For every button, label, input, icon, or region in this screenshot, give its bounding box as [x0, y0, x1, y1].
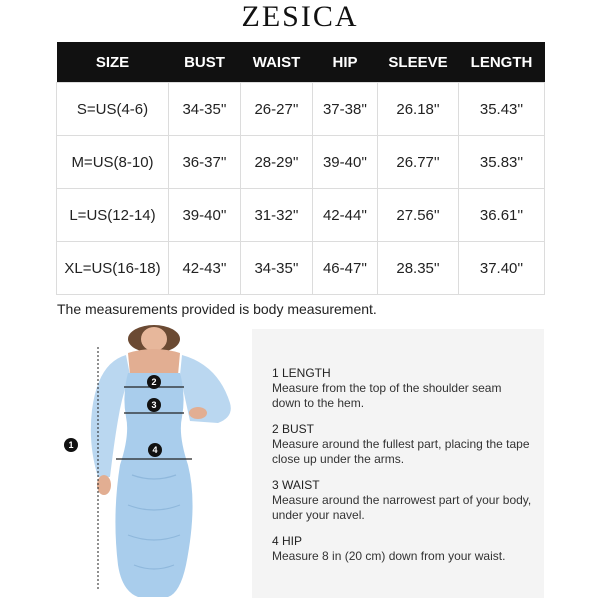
dress-illustration: [58, 325, 248, 600]
guide-title: 3 WAIST: [272, 478, 320, 492]
measurement-guide: [272, 366, 532, 575]
cell-bust: 39-40'': [169, 189, 241, 242]
left-hand: [97, 475, 111, 495]
cell-sleeve: 28.35'': [378, 242, 459, 295]
header-bust: BUST: [169, 42, 241, 83]
cell-length: 35.43'': [459, 83, 545, 136]
cell-sleeve: 26.77'': [378, 136, 459, 189]
marker-length-icon: [64, 438, 78, 452]
cell-sleeve: 26.18'': [378, 83, 459, 136]
table-row: [57, 189, 545, 242]
marker-waist-icon: [147, 398, 161, 412]
guide-item-waist: [272, 478, 532, 523]
cell-size: M=US(8-10): [57, 136, 169, 189]
marker-hip-icon: [148, 443, 162, 457]
guide-item-bust: [272, 422, 532, 467]
guide-title: 4 HIP: [272, 534, 303, 548]
cell-sleeve: 27.56'': [378, 189, 459, 242]
guide-title: 1 LENGTH: [272, 366, 331, 380]
cell-size: L=US(12-14): [57, 189, 169, 242]
guide-text: Measure from the top of the shoulder seam down to the hem.: [272, 381, 502, 410]
cell-hip: 46-47'': [313, 242, 378, 295]
cell-length: 37.40'': [459, 242, 545, 295]
measurement-note: The measurements provided is body measurement.: [57, 301, 377, 317]
header-length: LENGTH: [459, 42, 545, 83]
cell-length: 36.61'': [459, 189, 545, 242]
size-chart-table: [56, 42, 545, 295]
guide-text: Measure 8 in (20 cm) down from your waist.: [272, 549, 506, 563]
face-shape: [141, 327, 167, 351]
cell-bust: 36-37'': [169, 136, 241, 189]
chest-shape: [128, 349, 180, 375]
table-row: [57, 136, 545, 189]
table-row: [57, 242, 545, 295]
svg-text:3: 3: [151, 400, 157, 410]
header-size: SIZE: [57, 42, 169, 83]
guide-title: 2 BUST: [272, 422, 315, 436]
guide-item-hip: [272, 534, 532, 564]
cell-hip: 37-38'': [313, 83, 378, 136]
table-header-row: [57, 42, 545, 83]
cell-hip: 42-44'': [313, 189, 378, 242]
table-row: [57, 83, 545, 136]
cell-size: S=US(4-6): [57, 83, 169, 136]
svg-text:4: 4: [152, 445, 158, 455]
cell-waist: 31-32'': [241, 189, 313, 242]
cell-length: 35.83'': [459, 136, 545, 189]
header-sleeve: SLEEVE: [378, 42, 459, 83]
header-waist: WAIST: [241, 42, 313, 83]
guide-text: Measure around the fullest part, placing the tape close up under the arms.: [272, 437, 530, 466]
cell-waist: 26-27'': [241, 83, 313, 136]
marker-bust-icon: [147, 375, 161, 389]
cell-waist: 28-29'': [241, 136, 313, 189]
brand-logo: ZESICA: [241, 0, 359, 33]
model-figure: [58, 325, 248, 600]
guide-item-length: [272, 366, 532, 411]
right-hand: [189, 407, 207, 419]
cell-size: XL=US(16-18): [57, 242, 169, 295]
guide-text: Measure around the narrowest part of your body, under your navel.: [272, 493, 532, 522]
cell-bust: 34-35'': [169, 83, 241, 136]
cell-waist: 34-35'': [241, 242, 313, 295]
cell-bust: 42-43'': [169, 242, 241, 295]
svg-text:1: 1: [68, 440, 74, 450]
cell-hip: 39-40'': [313, 136, 378, 189]
svg-text:2: 2: [151, 377, 157, 387]
header-hip: HIP: [313, 42, 378, 83]
